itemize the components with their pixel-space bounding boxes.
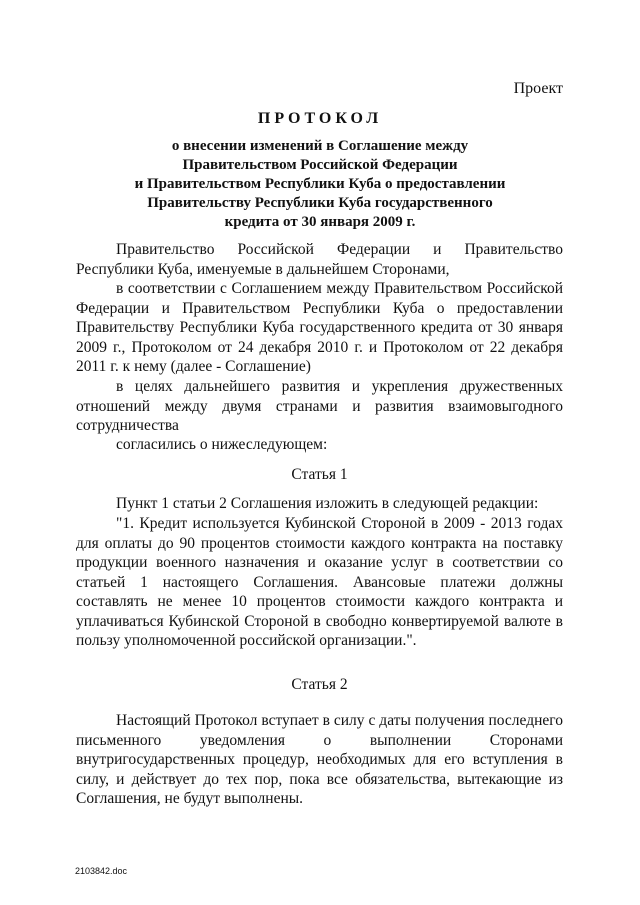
preamble-accordance: в соответствии с Соглашением между Правительством Российской Федерации и Правительством Республики Куба о предоставлении Правительству Республики Куба государственного кредита от 30 января 2009 г., Протоколом от 24 декабря 2010 г. и Протоколом от 22 декабря 2011 г. к нему (далее - Соглашение) [76, 280, 563, 375]
subtitle-line: Правительством Российской Федерации [182, 157, 458, 173]
subtitle-line: и Правительством Республики Куба о предоставлении [134, 176, 506, 192]
document-title: ПРОТОКОЛ [257, 110, 383, 127]
file-name-footer: 2103842.doc [75, 866, 128, 876]
preamble-parties: Правительство Российской Федерации и Правительство Республики Куба, именуемые в дальнейшем Сторонами, [76, 241, 563, 278]
article-1-heading: Статья 1 [291, 466, 348, 483]
subtitle-line: кредита от 30 января 2009 г. [224, 214, 416, 230]
preamble-agreed: согласились о нижеследующем: [116, 436, 328, 453]
draft-label: Проект [513, 80, 563, 97]
document-subtitle [120, 137, 520, 232]
subtitle-line: Правительству Республики Куба государственного [147, 195, 493, 211]
subtitle-line: о внесении изменений в Соглашение между [171, 138, 469, 154]
article-1-intro: Пункт 1 статьи 2 Соглашения изложить в следующей редакции: [116, 495, 539, 512]
article-2-heading: Статья 2 [291, 676, 348, 693]
article-1-quote: "1. Кредит используется Кубинской Стороной в 2009 - 2013 годах для оплаты до 90 процентов стоимости каждого контракта на поставку продукции военного назначения и оказание услуг в соответствии со статьей 1 настоящего Соглашения. Авансовые платежи должны составлять не менее 10 процентов стоимости каждого контракта и уплачиваться Кубинской Стороной в свободно конвертируемой валюте в пользу уполномоченной российской организации.". [76, 515, 563, 649]
preamble-purpose: в целях дальнейшего развития и укрепления дружественных отношений между двумя странами и развития взаимовыгодного сотрудничества [76, 378, 563, 434]
article-2-text: Настоящий Протокол вступает в силу с даты получения последнего письменного уведомления о выполнении Сторонами внутригосударственных процедур, необходимых для его вступления в силу, и действует до тех пор, пока все обязательства, вытекающие из Соглашения, не будут выполнены. [76, 712, 563, 807]
